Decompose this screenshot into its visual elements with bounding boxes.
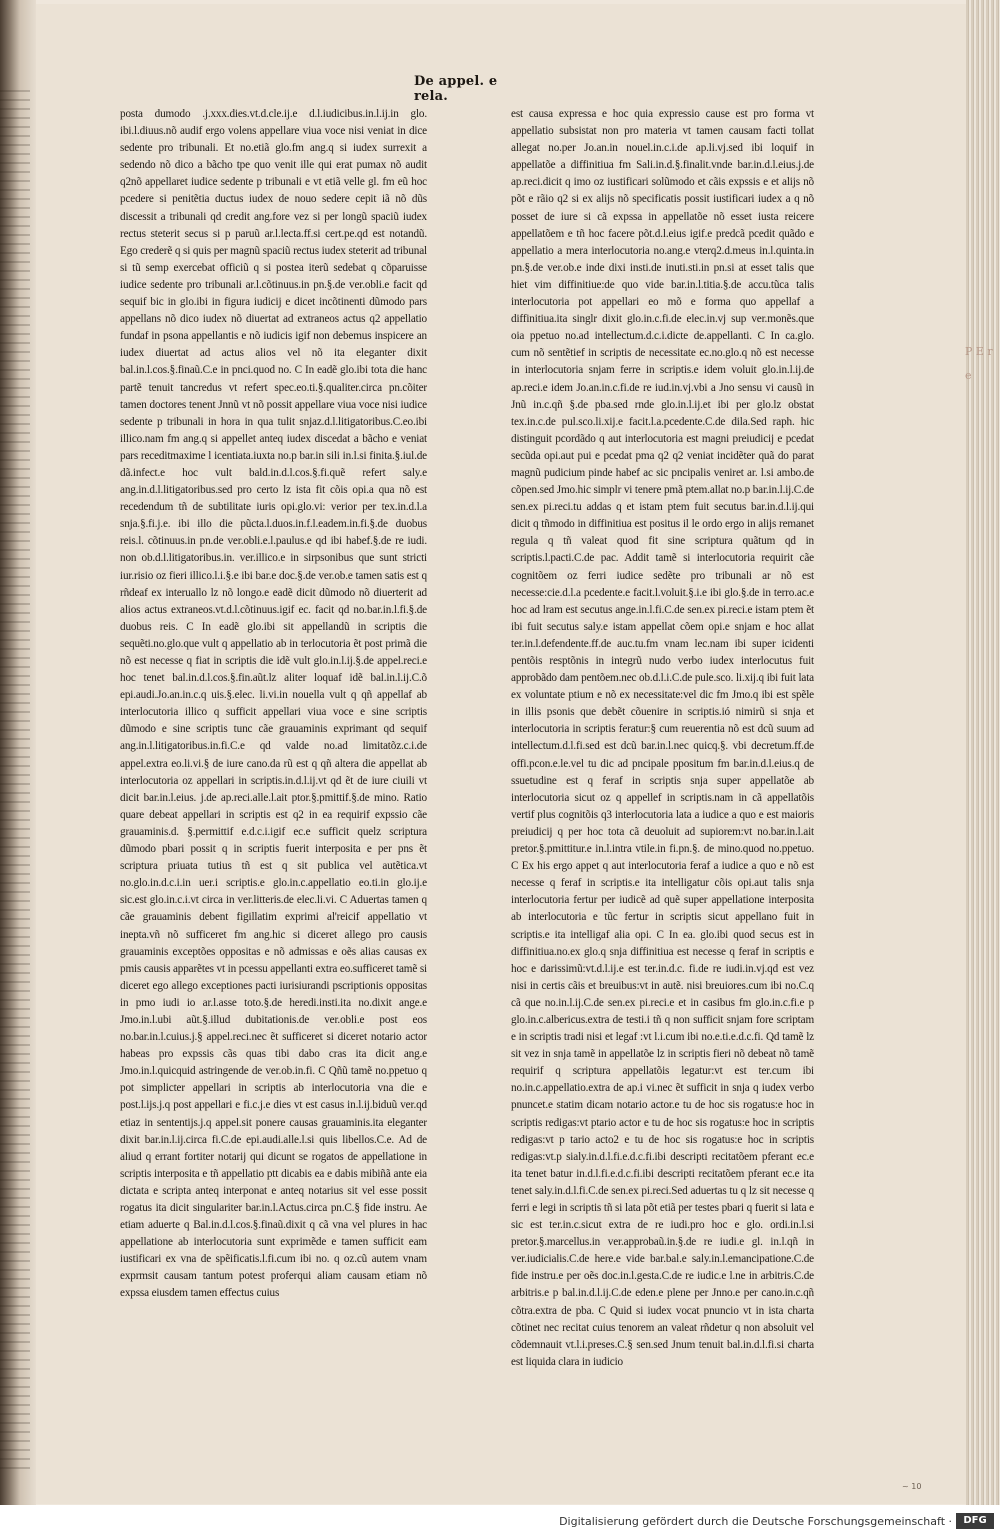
page-number: ~ 10 xyxy=(902,1482,922,1491)
text-column-left xyxy=(120,106,427,1303)
running-head: De appel. e rela. xyxy=(414,74,498,104)
dfg-logo: DFG xyxy=(956,1513,994,1529)
book-page xyxy=(32,4,967,1504)
facing-page-text xyxy=(0,90,30,1470)
text-column-right xyxy=(511,106,814,1371)
page-fore-edge xyxy=(966,0,1000,1505)
margin-note: P E r e xyxy=(965,345,993,382)
footer-credit: Digitalisierung gefördert durch die Deutsche Forschungsgemeinschaft · xyxy=(559,1515,952,1528)
footer-bar xyxy=(0,1505,1000,1537)
right-column-text: est causa expressa e hoc quia expressio cause est pro forma vt appellatio subsistat non pro materia vt tamen causam facti tollat allegat no.per Jo.an.in nouel.in.c.i.de ap.li.vj.sed ibi loquif in appellatõe a diffinitiua fm Sali.in.d.§.finalit.vnde bar.in.d.l.eius.j.de ap.reci.dicit q imo oz iustificari solũmodo et cãis expssis e et alijs nõ põt e rãio q2 si ex alijs nõ specificatis possit iustificari iudex a q nõ posset de iure si cã expssa in appellatõe nõ esset iusta reicere appellatõem e tñ hoc facere põt.d.l.eius igif.e predcã pcedit quãdo e appellatio a mera interlocutoria no.ang.e vterq2.d.meus in.l.quinta.in pn.§.de ver.ob.e inde dixi insti.de inuti.sti.in pn.si at esset talis que hiet vim diffinitiue:de quo vide bar.in.l.titia.§.de accu.tũca talis interlocutoria pot appellari eo mõ e forma quo appellaf a diffinitiua.ita singlr dixit glo.in.c.fi.de elec.in.vj sup ver.monẽs.que oia ppetuo no.ad intellectum.d.c.i.dicte de.appellanti. C In ca.glo. cum nõ sentẽtief in scriptis de necessitate ec.no.glo.q nõ est necesse in interlocutoria snjam ferre in scriptis.e idem voluit glo.in.l.ij.de ap.reci.e idem Jo.an.in.c.fi.de re iud.in.vj.vbi a Jno sensu vi causũ in Jnũ in.c.qñ §.de pba.sed rnde glo.in.l.ij.et ibi per glo.lz obstat tex.in.c.de pul.sco.li.xij.e facit.l.a.pcedente.C.de dila.Sed raph. hic distinguit pcordãdo q aut interlocutoria est magni preiudicij e pcedat secũda opi.aut pui e pcedat pma q2 q2 veniat incidẽter quã do parat magnũ pudicium pinde habef ac sic pncipalis veniret ar. l.si ambo.de cõpen.sed Jmo.hic simplr vi tenere pmã ptem.allat no.p bar.in.l.ij.C.de sen.ex pi.reci.tu addas q et istam ptem fuit secutus bar.in.d.l.ij.qui dicit q tñmodo in diffinitiua est positus il le ordo ergo in alijs remanet regula q tñ valeat quod fit sine scriptura quãtum qd in scriptis.l.pacti.C.de pac. Addit tamẽ si interlocutoria requirit cãe cognitõem oz ferri iudice sedẽte pro tribunali ar nõ est necesse:cie.d.l.a pcedente.e facit.l.voluit.§.i.e ibi glo.§.de in terro.ac.e hoc ad lram est secutus ange.in.l.fi.C.de sen.ex pi.reci.e istam ptem ẽt ibi fuit secutus saly.e istam appellat cõem opi.e snjam e hoc allat ter.in.l.defendente.ff.de auc.tu.fm vnam lec.nam ibi super icidenti pentõis resptõnis in integrũ nudo verbo iudex interlocutus fuit approbãdo dam pentõem.nec ob.d.l.i.C.de pule.sco. li.xij.q ibi fuit lata ex voluntate ptium e nõ ex necessitate:vel dic fm Jmo.q ibi est spẽle in illis psonis que debẽt cõuenire in scriptis.ió nimirũ si snja et interlocutoria in scriptis feratur:§ cum reuerentia nõ est dcũ suum ad intellectum.d.l.fi.sed est dcũ bar.in.l.nec quicq.§. vbi decretum.ff.de offi.pcon.e.le.vel tu dic ad pncipale ppositum fm bar.in.d.l.eius.q de ssuetudine est q feraf in scriptis snja super appellatõe ab interlocutoria sicut oz q appellef in scriptis.nam in cã appellatõis vertif plus cognitõis q3 interlocutoria lata a iudice a quo e est maioris preiudicij q per hoc tota cã deuoluit ad supiorem:vt no.bar.in.l.ait pretor.§.pmittitur.e in.l.intra vtile.in fi.pn.§. de mino.quod no.ppetuo. C Ex his ergo appet q aut interlocutoria feraf a iudice a quo e nõ est necesse q feraf in scriptis.e ita intelligatur cõis opi.aut talis snja interlocutoria fertur per iudicẽ ad quẽ super appellatione interposita ab interlocutoria e tũc fertur in scriptis sicut appellano fuit in scriptis.e ita intelligaf alia opi. C In ea. glo.ibi quod secus est in diffinitiua.no.ex glo.q snja diffinitiua est necesse q feraf in scriptis e hoc e darissimũ:vt.d.l.ij.e est ter.in.d.c. fi.de re iudi.in.vj.qd est vez nisi in certis cãis et breuibus:vt in autẽ. nisi breuiores.cum ibi no.C.q cã que no.in.l.ij.C.de sen.ex pi.reci.e et in casibus fm glo.in.c.fi.e p glo.in.c.albericus.extra de testi.i tñ q non sufficit snjam fore scriptam e in scriptis tradi nisi et legaf :vt l.i.cum ibi no.e.ti.e.d.c.fi. Qd tamẽ lz sit vez in snja tamẽ in appellatõe lz in scriptis fieri nõ debeat nõ tamẽ requirif q scriptura appellatõis legatur:vt est ter.cum ibi no.in.c.appellatio.extra de ap.i vi.nec ẽt sufficit in snja q iudex verbo pnuncet.e statim dicam notario actor.e tu de hoc sis rogatus:e hoc in scriptis redigas:vt ptario actor e tu de hoc sis rogatus:e hoc in scriptis redigas:vt p tario acto2 e tu de hoc sis rogatus:e hoc in scriptis redigas:vt.p sialy.in.d.l.fi.e.d.c.fi.ibi descripti recitatõem pferant ec.e ita tenet batur in.d.l.fi.e.d.c.fi.ibi descripti recitatõem pferant ec.e ita tenet saly.in.d.l.fi.C.de sen.ex pi.reci.Sed aduertas tu q lz sit necesse q ferri e legi in scriptis tñ si lata põt etiã per testes pbari q fuerit si lata e sic est ter.in.c.sicut extra de re iudi.pro hoc e glo. ordi.in.l.si pretor.§.marcellus.in ver.approbaũ.in.§.de re iudi.e gl. in.l.qñ in ver.iudicialis.C.de here.e vide bar.bal.e saly.in.l.emancipatione.C.de fide instru.e per oẽs doc.in.l.gesta.C.de re iudic.e l.ne in arbitris.C.de arbitris.e p bal.in.d.l.ij.C.de eden.e plene per Jnno.e per cano.in.c.qñ cõtra.extra de pba. C Quid si iudex vocat pnuncio vt in ista charta cõtinet nec recitat cuius tenorem an valeat rñdetur q non absoluit vel cõdemnauit vt.l.i.preses.C.§ sen.sed Jnum tenuit bal.in.d.l.fi.si charta est liquida clara in iudicio xyxy=(511,108,814,1368)
left-column-text: posta dumodo .j.xxx.dies.vt.d.cle.ij.e d.l.iudicibus.in.l.ij.in glo. ibi.l.diuus.nõ audif ergo volens appellare viua voce nisi veniat in dice sedente pro tribunali. Et no.etiã glo.fm ang.q si iudex surrexit a sedendo nõ dico a bãcho tpe quo venit ille qui erat pumax nõ audit q2nõ appellaret iudice sedente p tribunali e vt etiã velle gl. fm eũ hoc pcedere si penitẽtia ductus iudex de nouo sedere cepit iã nõ dũs discessit a tribunali qd credit ang.fore vez si per longũ spaciũ iudex rectus steterit secus si p paruũ ar.l.lecta.ff.si cert.pe.qd est notandũ. Ego crederẽ q si quis per magnũ spaciũ rectus iudex steterit ad tribunal si tũ semp exercebat officiũ q si postea iterũ sedebat q cõparuisse iudice sedente pro tribunali ar.l.cõtinuus.in pn.§.de ver.obli.e facit qd sequif bic in glo.ibi in figura iudicij e dicet incõtinenti dũmodo pars appellans nõ dico iudex nõ diuertat ad extraneos actus q2 appellatio fundaf in psona appellantis e nõ iudicis igif non debemus inspicere an iudex diuertat ad actus alios vel nõ ita eleganter dixit bal.in.l.cos.§.finaũ.C.e in pnci.quod no. C In eadẽ glo.ibi tota die hanc partẽ tenuit tancredus vt refert spec.eo.ti.§.qualiter.circa pn.cõiter tamen doctores tenent Jnnũ vt nõ possit appellare viua voce nisi iudice sedente p tribunali in hora in qua tulit snjaz.d.l.litigatoribus.C.eo.ibi illico.nam fm ang.q si appellet anteq iudex discedat a bãcho e veniat pars receditmaxime l icentiata.iuxta no.p bar.in sili in.l.si finita.§.iul.de dã.infect.e hoc vult bald.in.d.l.cos.§.fi.quẽ refert saly.e ang.in.d.l.litigatoribus.sed pro certo lz ista fit cõis opi.a qua nõ est recedendum tñ de subtilitate iuris opi.glo.vi: verior per tex.in.d.l.a snja.§.fi.j.e. ibi illo die pũcta.l.duos.in.f.l.eadem.in.fi.§.de duobus reis.l. cõtinuus.in pn.de ver.obli.e.l.paulus.e qd ibi habef.§.de re iudi. non ob.d.l.litigatoribus.in. ver.illico.e in sirpsonibus que sunt stricti iur.risio oz fieri illico.l.i.§.e ibi bar.e doc.§.de ver.ob.e tamen satis est q rñdeaf ex interuallo lz nõ longo.e eadẽ dicit dũmodo nõ diuerterit ad alios actus extraneos.vt.d.l.cõtinuus.igif ec. facit qd no.bar.in.l.fi.§.de duobus reis. C In eadẽ glo.ibi sit appellandũ in scriptis die sequẽti.no.glo.que vult q appellatio ab in terlocutoria ẽt post primã die nõ est necesse q fiat in scriptis die idẽ vult glo.in.l.ij.§.de appel.reci.e hoc tenet bal.in.d.l.cos.§.fin.aũt.lz aliter loquaf idẽ bal.in.l.ij.C.õ epi.audi.Jo.an.in.c.q uis.§.elec. li.vi.in nouella vult q qñ appellaf ab interlocutoria illico q sufficit appellari viua voce e sine scriptis dũmodo e sine scriptis tunc cãe grauaminis exprimant qd sequif ang.in.l.litigatoribus.in.fi.C.e qd valde no.ad limitatõz.c.i.de appel.extra eo.li.vi.§ de iure cano.da rũ est q qñ altera die appellat ab interlocutoria oz appellari in scriptis.in.d.l.ij.vt qd ẽt de iure ciuili vt dicit bar.in.l.eius. j.de ap.reci.alle.l.ait ptor.§.pmittif.§.de mino. Ratio quare debeat appellari in scriptis est q2 in ea requirif expssio cãe grauaminis.d. §.permittif e.d.c.i.igif ec.e sufficit quelz scriptura dũmodo pbari possit q in scriptis fuerit interposita e per pns ẽt scriptura priuata tutius tñ est q sit publica vel autẽtica.vt no.glo.in.d.c.i.in uer.i scriptis.e glo.in.c.appellatio eo.ti.in glo.ij.e sic.est glo.in.c.i.vt circa in ver.litteris.de elec.li.vi. C Aduertas tamen q cãe grauaminis debent figillatim exprimi al'reicif appellatio vt inepta.vñ nõ sufficeret fm ang.hic si diceret allego pro causis grauaminis exceptões oppositas e nõ admissas e oẽs alias causas ex pmis causis apparẽtes vt in pcessu appellanti extra eo.sufficeret tamẽ si diceret ego allego exceptiones pacti iurisiurandi pscriptionis oppositas in pmo iudi io ar.l.asse toto.§.de heredi.insti.ita no.dixit ange.e Jmo.in.l.ubi aũt.§.illud dubitationis.de ver.obli.e post eos no.bar.in.l.cuius.j.§ appel.reci.nec ẽt sufficeret si diceret notario actor habeas pro expssis cãs quas tibi dabo cras ita dicit ang.e Jmo.in.l.quicquid astringende de ver.ob.in.fi. C Qñũ tamẽ no.ppetuo q pot simplicter appellari in scriptis ab interlocutoria vna die e post.l.ijs.j.q post appellari e fi.c.j.e dies vt est casus in.l.ij.biduũ ver.qd etiaz in sententijs.j.q appel.sit ponere causas grauaminis.ita eleganter dixit bar.in.l.ij.circa fi.C.de epi.audi.alle.l.si quis libellos.C.e. Ad de aliud q errant fortiter notarij qui dicunt se rogatos de appellatione in scriptis interposita e tñ appellatio ptt dicabis ea e dabis mibiñã ante eia dictata e scripta anteq interponat e anteq notarius sit vel esse possit rogatus ita dicit singulariter bar.in.l.Actus.circa pn.C.§ fide instru. Ae etiam aduerte q Bal.in.d.l.cos.§.finaũ.dixit q cã vna vel plures in hac appellatione ab interlocutoria sunt exprimẽde e tamen sufficit eam iustificari ex vna de spẽificatis.l.fi.cum ibi no. q oz.cũ autem vnam exprmsit causam tantum potest proferqui aliam causam etiam nõ expssa eiusdem tamen effectus cuius xyxy=(120,108,427,1300)
book-spine xyxy=(0,0,36,1505)
